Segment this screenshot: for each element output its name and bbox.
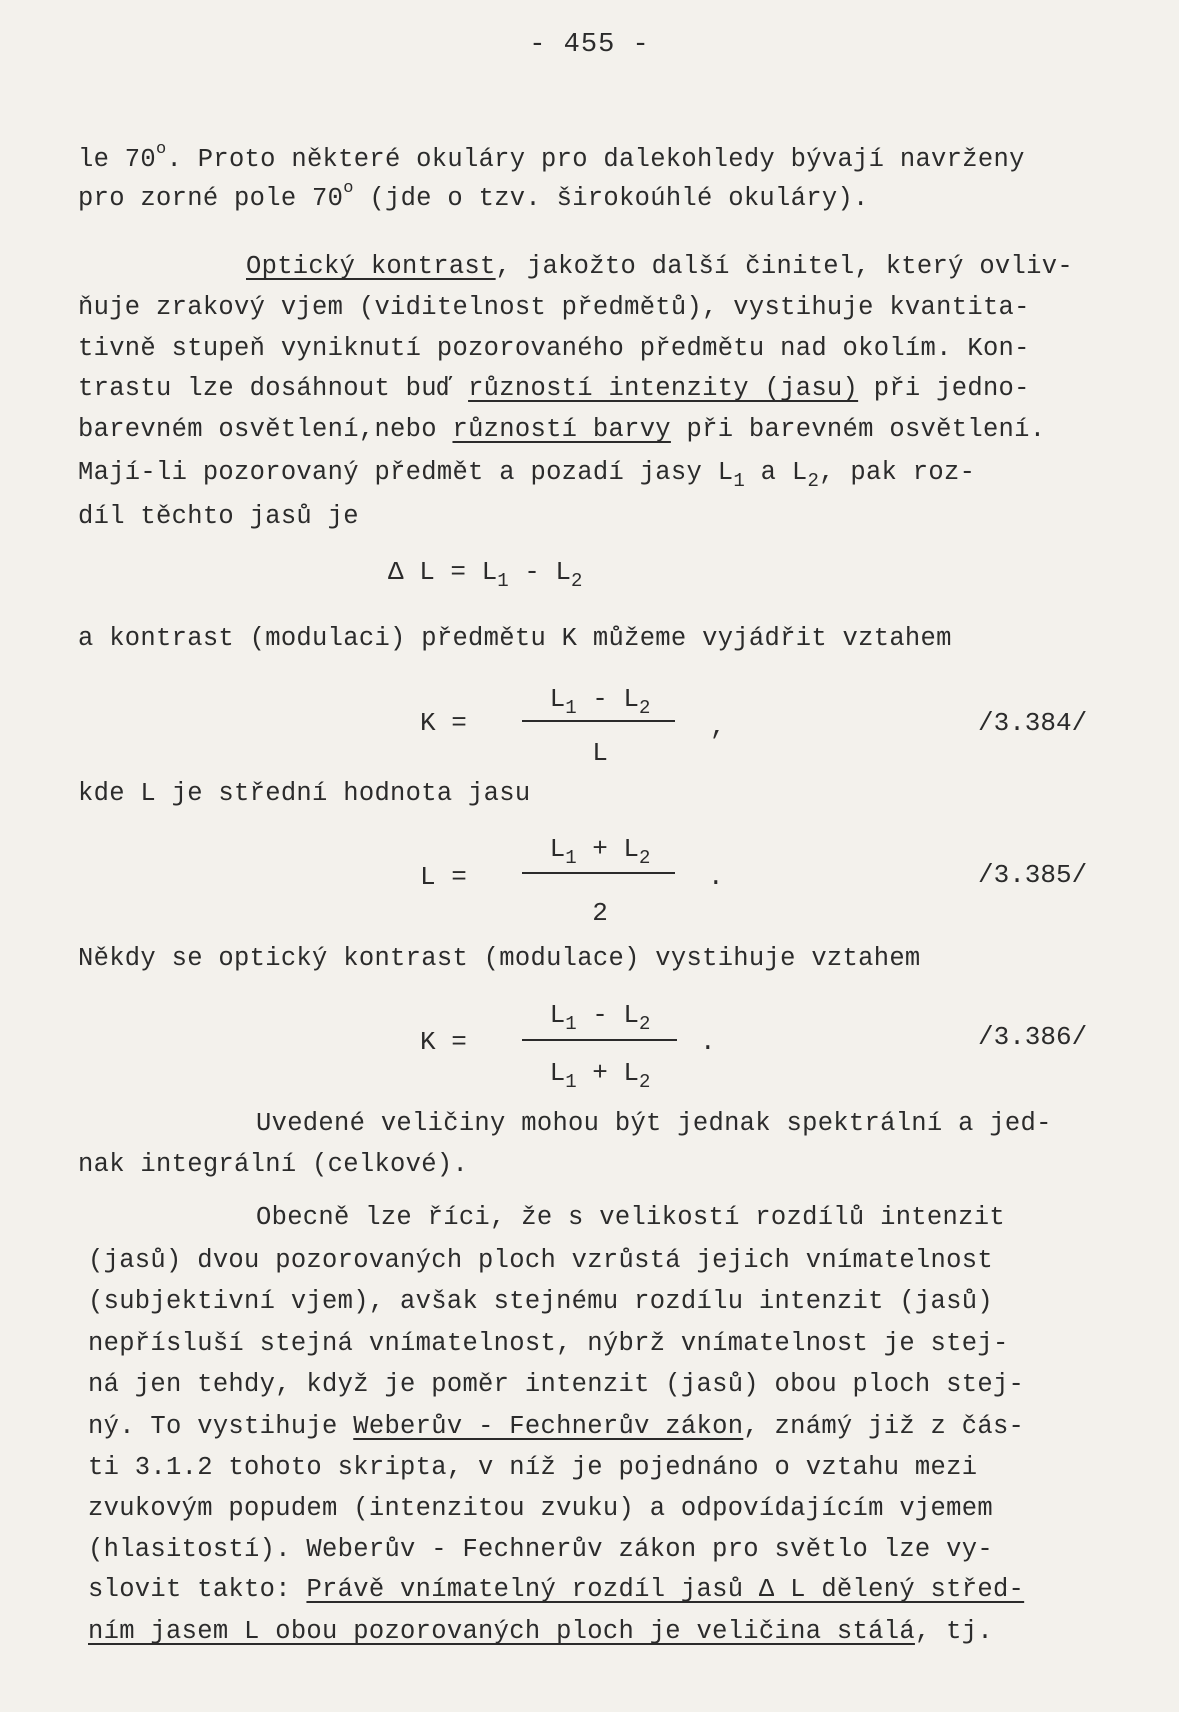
equation-text: Δ L = L (388, 557, 498, 587)
text-span: barevném osvětlení,nebo (78, 415, 453, 444)
text-line: kde L je střední hodnota jasu (78, 779, 531, 808)
superscript: o (343, 179, 354, 198)
equation-text: - L (576, 1000, 640, 1030)
text-line (78, 179, 1128, 213)
text-line: ná jen tehdy, když je poměr intenzit (jasů) obou ploch stej- (88, 1370, 1025, 1399)
fraction-bar (522, 872, 675, 874)
text-span: při jedno- (858, 374, 1030, 403)
text-line: (hlasitostí). Weberův - Fechnerův zákon pro světlo lze vy- (88, 1535, 993, 1564)
subscript: 2 (639, 1013, 651, 1035)
text-span: při barevném osvětlení. (670, 415, 1046, 444)
text-span: , známý již z čás- (743, 1412, 1025, 1441)
underlined-term: růzností intenzity (jasu) (468, 374, 859, 403)
text-span: le 70 (78, 145, 157, 174)
text-line: ňuje zrakový vjem (viditelnost předmětů), vystihuje kvantita- (78, 293, 1030, 322)
fraction-numerator (520, 1000, 680, 1035)
equation-lhs: K = (420, 1027, 467, 1057)
text-line: (jasů) dvou pozorovaných ploch vzrůstá jejich vnímatelnost (88, 1246, 993, 1275)
equation-lhs: K = (420, 708, 467, 738)
subscript: 2 (571, 570, 583, 592)
fraction-bar (522, 1039, 677, 1041)
equation-text: + L (576, 834, 640, 864)
text-line: Uvedené veličiny mohou být jednak spektrální a jed- (256, 1109, 1052, 1138)
text-line (78, 458, 1128, 492)
fraction-denominator: L (592, 738, 608, 768)
equation-punctuation: . (708, 862, 724, 892)
equation-text: L (549, 684, 566, 714)
subscript: 1 (565, 847, 577, 869)
fraction-numerator (520, 834, 680, 869)
text-span: trastu lze dosáhnout buď (78, 374, 469, 403)
equation-punctuation: . (700, 1027, 716, 1057)
text-line: a kontrast (modulaci) předmětu K můžeme vyjádřit vztahem (78, 624, 952, 653)
text-line: ti 3.1.2 tohoto skripta, v níž je pojednáno o vztahu mezi (88, 1453, 978, 1482)
subscript: 1 (565, 1071, 577, 1093)
underlined-term: Optický kontrast (246, 252, 496, 281)
text-line (78, 415, 1128, 444)
text-line (88, 1575, 1138, 1604)
text-line: díl těchto jasů je (78, 502, 359, 531)
text-span: , jakožto další činitel, který ovliv- (495, 252, 1073, 281)
subscript: 1 (565, 1013, 577, 1035)
text-line (88, 1412, 1138, 1441)
equation-number: /3.386/ (978, 1022, 1088, 1052)
subscript: 1 (497, 570, 509, 592)
text-span: pro zorné pole 70 (78, 184, 344, 213)
subscript: 1 (733, 470, 746, 492)
equation-number: /3.384/ (978, 708, 1088, 738)
equation-text: + L (576, 1058, 640, 1088)
underlined-term: ním jasem L obou pozorovaných ploch je veličina stálá (88, 1617, 915, 1646)
text-span: a L (745, 458, 808, 487)
subscript: 2 (639, 697, 651, 719)
equation-text: L (549, 1058, 566, 1088)
fraction-bar (522, 720, 675, 722)
text-span: (jde o tzv. širokoúhlé okuláry). (353, 184, 869, 213)
subscript: 1 (565, 697, 577, 719)
equation-text: L (549, 1000, 566, 1030)
equation-text: - L (576, 684, 640, 714)
text-span: , tj. (914, 1617, 993, 1646)
subscript: 2 (639, 1071, 651, 1093)
underlined-term: Weberův - Fechnerův zákon (353, 1412, 744, 1441)
equation-delta-l (388, 557, 582, 592)
text-span: , pak roz- (819, 458, 976, 487)
equation-lhs: L = (420, 862, 467, 892)
fraction-numerator (520, 684, 680, 719)
text-line (78, 374, 1128, 403)
text-line: tivně stupeň vyniknutí pozorovaného předmětu nad okolím. Kon- (78, 334, 1030, 363)
text-line (246, 252, 1179, 281)
text-line: Obecně lze říci, že s velikostí rozdílů intenzit (256, 1203, 1005, 1232)
text-span: ný. To vystihuje (88, 1412, 354, 1441)
underlined-term: Právě vnímatelný rozdíl jasů Δ L dělený střed- (306, 1575, 1025, 1604)
text-span: . Proto některé okuláry pro dalekohledy bývají navrženy (166, 145, 1025, 174)
equation-text: - L (508, 557, 572, 587)
subscript: 2 (639, 847, 651, 869)
text-line: nepřísluší stejná vnímatelnost, nýbrž vnímatelnost je stej- (88, 1329, 1009, 1358)
text-line: Někdy se optický kontrast (modulace) vystihuje vztahem (78, 944, 921, 973)
text-span: slovit takto: (88, 1575, 307, 1604)
text-line: zvukovým popudem (intenzitou zvuku) a odpovídajícím vjemem (88, 1494, 993, 1523)
text-line: nak integrální (celkové). (78, 1150, 469, 1179)
text-line (78, 140, 1128, 174)
underlined-term: růzností barvy (452, 415, 671, 444)
equation-punctuation: , (710, 712, 726, 742)
text-span: Mají-li pozorovaný předmět a pozadí jasy L (78, 458, 734, 487)
fraction-denominator: 2 (592, 898, 608, 928)
superscript: o (156, 140, 167, 159)
equation-number: /3.385/ (978, 860, 1088, 890)
equation-text: L (549, 834, 566, 864)
text-line: (subjektivní vjem), avšak stejnému rozdílu intenzit (jasů) (88, 1287, 993, 1316)
page-number: - 455 - (529, 30, 650, 60)
fraction-denominator (520, 1058, 680, 1093)
text-line (88, 1617, 1138, 1646)
subscript: 2 (807, 470, 820, 492)
